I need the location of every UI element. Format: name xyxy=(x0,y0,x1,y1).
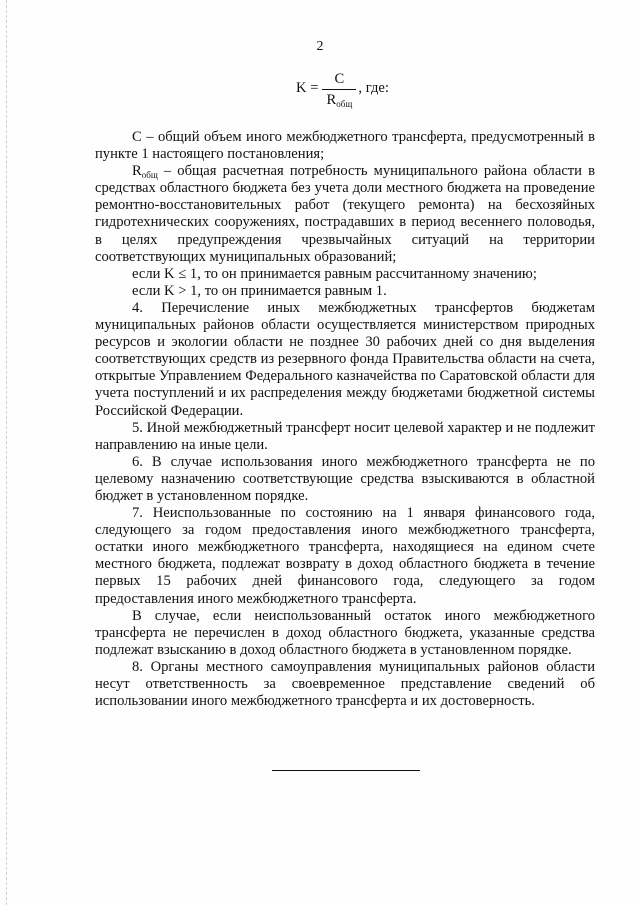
r-definition-text: – общая расчетная потребность муниципального района области в средствах областного бюджета без учета доли местного бюджета на проведение ремонтно-восстановительных работ (текущего ремонта) на бесхозяйных гидротехнических сооружениях, пострадавших в период весеннего половодья, в целях предупреждения чрезвычайных ситуаций на территории соответствующих муниципальных образований; xyxy=(95,163,595,265)
formula-lhs: K = xyxy=(296,80,319,97)
closing-rule xyxy=(272,770,420,771)
paragraph-7: 7. Неиспользованные по состоянию на 1 января финансового года, следующего за годом предоставления иного межбюджетного трансферта, остатки иного межбюджетного трансферта, находящиеся на едином счете местного бюджета, подлежат возврату в доход областного бюджета в течение первых 15 рабочих дней финансового года, следующего за годом предоставления иного межбюджетного трансферта. xyxy=(95,505,595,607)
definition-c: C – общий объем иного межбюджетного трансферта, предусмотренный в пункте 1 настоящего постановления; xyxy=(95,129,595,163)
scan-edge-line xyxy=(6,0,7,905)
formula-denominator xyxy=(327,90,353,108)
denominator-symbol: R xyxy=(326,91,337,108)
condition-k-gt-1: если K > 1, то он принимается равным 1. xyxy=(132,282,387,299)
formula-suffix: , где: xyxy=(358,80,389,97)
paragraph-6: 6. В случае использования иного межбюджетного трансферта не по целевому назначению соответствующие средства взыскиваются в областной бюджет в установленном порядке. xyxy=(95,453,595,504)
r-symbol: R xyxy=(132,163,142,180)
page-number: 2 xyxy=(316,39,324,54)
r-subscript: общ xyxy=(141,170,158,181)
condition-k-le-1: если K ≤ 1, то он принимается равным рассчитанному значению; xyxy=(132,265,537,282)
paragraph-8: 8. Органы местного самоуправления муниципальных районов области несут ответственность за своевременное представление сведений об использовании иного межбюджетного трансферта и их достоверность. xyxy=(95,658,595,710)
formula-fraction xyxy=(322,71,356,108)
paragraph-5: 5. Иной межбюджетный трансферт носит целевой характер и не подлежит направлению на иные цели. xyxy=(95,419,595,453)
paragraph-4: 4. Перечисление иных межбюджетных трансфертов бюджетам муниципальных районов области осуществляется министерством природных ресурсов и экологии области не позднее 30 рабочих дней со дня выделения соответствующих средств из резервного фонда Правительства области на счета, открытые Управлением Федерального казначейства по Саратовской области для учета поступлений и их распределения между бюджетами бюджетной системы Российской Федерации. xyxy=(95,299,595,419)
definition-r xyxy=(95,163,595,266)
document-body xyxy=(95,129,595,710)
paragraph-7-note: В случае, если неиспользованный остаток иного межбюджетного трансферта не перечислен в доход областного бюджета, указанные средства подлежат взысканию в доход областного бюджета в установленном порядке. xyxy=(95,607,595,658)
denominator-subscript: общ xyxy=(336,98,353,109)
formula-numerator: C xyxy=(334,70,345,87)
coefficient-formula xyxy=(296,66,389,112)
